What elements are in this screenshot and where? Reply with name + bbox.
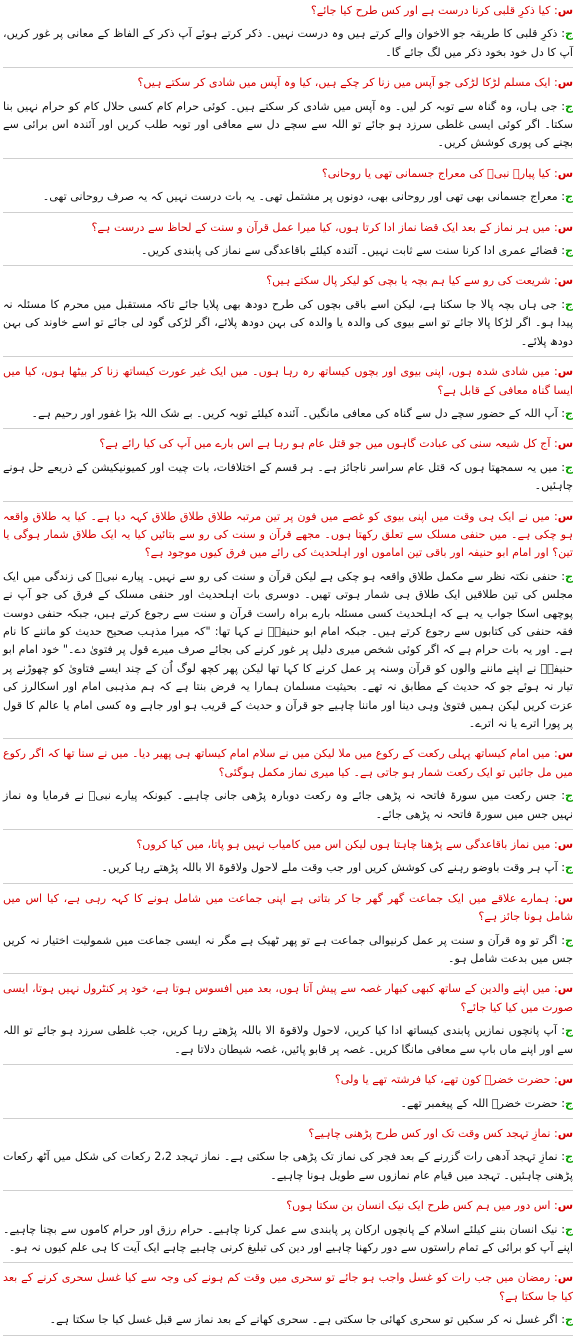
question-body: ہمارے علاقے میں ایک جماعت گھر گھر جا کر بتاتی ہے اپنی جماعت میں شامل ہونے کا کہہ رہی ہے، کیا اس میں شامل ہونا جائز ہے؟ bbox=[3, 891, 573, 924]
question-text: س: رمضان میں جب رات کو غسل واجب ہو جائے تو سحری میں وقت کم ہونے کی وجہ سے کیا غسل سحری کرنے کے بعد کیا جا سکتا ہے؟ bbox=[3, 1271, 574, 1303]
qa-item bbox=[3, 890, 573, 975]
question-label: س bbox=[557, 437, 573, 451]
answer-text: ج: ذکرِ قلبی کا طریقہ جو الاخوان والے کرتے ہیں وہ درست نہیں۔ ذکر کرتے ہوئے آپ ذکر کے الفاظ کے معانی پر غور کریں، آپ کا دل خود بخود ذکر میں لگ جائے گا۔ bbox=[3, 27, 574, 59]
question-text: س: ایک مسلم لڑکا لڑکی جو آپس میں زنا کر چکے ہیں، کیا وہ آپس میں شادی کر سکتے ہیں؟ bbox=[137, 76, 573, 90]
divider bbox=[3, 356, 573, 357]
answer-label: ج bbox=[565, 297, 573, 311]
divider bbox=[3, 1262, 573, 1263]
answer-text: ج: اگر تو وہ قرآن و سنت پر عمل کرنیوالی جماعت ہے تو پھر ٹھیک ہے مگر نہ ایسی جماعت میں شمولیت اختیار نہ کریں جس میں بدعت شامل ہو۔ bbox=[3, 933, 574, 966]
answer-label: ج bbox=[565, 1313, 573, 1327]
question-text: س: میں ہر نماز کے بعد ایک قضا نماز ادا کرتا ہوں، کیا میرا عمل قرآن و سنت کے لحاظ سے درست ہے؟ bbox=[91, 220, 573, 234]
question-text: س: میں نے ایک ہی وقت میں اپنی بیوی کو غصے میں فون پر تین مرتبہ طلاق طلاق طلاق کہہ دیا ہے۔ کیا یہ طلاق واقعہ ہو چکی ہے۔ میں حنفی مسلک سے تعلق رکھتا ہوں۔ مجھے قرآن و سنت کی رو سے بتائیں کیا یہ ایک طلاق شمار ہوگی یا تین؟ اور امام ابو حنیفہ اور باقی تین اماموں اور اہلحدیث کی رائے میں فرق کیوں موجود ہے؟ bbox=[3, 509, 574, 560]
answer-label: ج bbox=[565, 460, 573, 474]
question-text: س: نمازِ تہجد کس وقت تک اور کس طرح پڑھنی چاہیے؟ bbox=[308, 1126, 573, 1140]
answer-body: جس رکعت میں سورۃ فاتحہ نہ پڑھی جائے وہ رکعت دوبارہ پڑھی جانی چاہیے۔ کیونکہ پیارے نبیؐ نے فرمایا وہ نماز نہیں جس میں سورۃ فاتحہ نہ پڑھی جائے۔ bbox=[3, 789, 573, 821]
answer-body: جی ہاں بچہ پالا جا سکتا ہے، لیکن اسے باقی بچوں کی طرح دودھ بھی پلایا جائے تاکہ مستقبل میں محرم کا مسئلہ نہ پیدا ہو۔ اگر لڑکا پالا جائے تو اسے بیوی کی والدہ یا والدہ کی بہن دودھ پلائے، اگر لڑکی گود لی جائے تو اسے خاوند کی بہن دودھ پلائے۔ bbox=[3, 297, 573, 348]
question-label: س bbox=[557, 365, 573, 379]
answer-body: اگر تو وہ قرآن و سنت پر عمل کرنیوالی جماعت ہے تو پھر ٹھیک ہے مگر نہ ایسی جماعت میں شمولیت اختیار نہ کریں جس میں بدعت شامل ہو۔ bbox=[3, 933, 573, 966]
qa-list bbox=[3, 0, 573, 1336]
answer-body: آپ اللہ کے حضور سچے دل سے گناہ کی معافی مانگیں۔ آئندہ کیلئے توبہ کریں۔ بے شک اللہ بڑا غفور اور رحیم ہے۔ bbox=[31, 406, 558, 420]
question-body: میں نماز باقاعدگی سے پڑھنا چاہتا ہوں لیکن اس میں کامیاب نہیں ہو پاتا، میں کیا کروں؟ bbox=[136, 838, 551, 852]
question-body: آج کل شیعہ سنی کی عبادت گاہوں میں جو قتل عام ہو رہا ہے اس بارے میں آپ کی کیا رائے ہے؟ bbox=[99, 437, 551, 451]
answer-text: ج: حضرت خضرؑ اللہ کے پیغمبر تھے۔ bbox=[400, 1096, 573, 1110]
question-body: میں امام کیساتھ پہلی رکعت کے رکوع میں ملا لیکن میں نے سلام امام کیساتھ ہی پھیر دیا۔ میں نے سنا تھا کہ اگر رکوع میں مل جائیں تو ایک رکعت شمار ہو جاتی ہے۔ کیا میری نماز مکمل ہوگئی؟ bbox=[3, 747, 573, 779]
question-label: س bbox=[557, 509, 574, 523]
answer-body: قضائے عمری ادا کرنا سنت سے ثابت نہیں۔ آئندہ کیلئے باقاعدگی سے نماز کی پابندی کریں۔ bbox=[140, 244, 558, 258]
answer-label: ج bbox=[565, 1096, 573, 1110]
answer-text: ج: آپ اللہ کے حضور سچے دل سے گناہ کی معافی مانگیں۔ آئندہ کیلئے توبہ کریں۔ بے شک اللہ بڑا غفور اور رحیم ہے۔ bbox=[31, 406, 573, 420]
answer-text: ج: جس رکعت میں سورۃ فاتحہ نہ پڑھی جائے وہ رکعت دوبارہ پڑھی جانی چاہیے۔ کیونکہ پیارے نبیؐ نے فرمایا وہ نماز نہیں جس میں سورۃ فاتحہ نہ پڑھی جائے۔ bbox=[3, 789, 573, 821]
qa-item bbox=[3, 363, 573, 429]
divider bbox=[3, 501, 573, 502]
question-text: س: کیا پیارے نبیؐ کی معراج جسمانی تھی یا روحانی؟ bbox=[321, 166, 573, 180]
qa-item bbox=[3, 165, 573, 213]
question-body: میں ہر نماز کے بعد ایک قضا نماز ادا کرتا ہوں، کیا میرا عمل قرآن و سنت کے لحاظ سے درست ہے؟ bbox=[91, 220, 551, 234]
divider bbox=[3, 738, 573, 739]
divider bbox=[3, 67, 573, 68]
question-body: کیا ذکرِ قلبی کرنا درست ہے اور کس طرح کیا جائے؟ bbox=[310, 4, 551, 17]
question-body: اس دور میں ہم کس طرح ایک نیک انسان بن سکتا ہوں؟ bbox=[286, 1199, 551, 1213]
question-body: کیا پیارے نبیؐ کی معراج جسمانی تھی یا روحانی؟ bbox=[321, 166, 551, 180]
question-label: س bbox=[557, 891, 574, 905]
question-text: س: میں اپنے والدین کے ساتھ کبھی کبھار غصہ سے پیش آتا ہوں، بعد میں افسوس ہوتا ہے، خود پر کنٹرول نہیں ہوتا، ایسی صورت میں کیا کیا جائے؟ bbox=[3, 982, 573, 1014]
qa-item bbox=[3, 74, 573, 159]
answer-label: ج bbox=[565, 569, 573, 583]
question-label: س bbox=[557, 166, 573, 180]
question-text: س: میں نماز باقاعدگی سے پڑھنا چاہتا ہوں لیکن اس میں کامیاب نہیں ہو پاتا، میں کیا کروں؟ bbox=[136, 838, 573, 852]
question-body: نمازِ تہجد کس وقت تک اور کس طرح پڑھنی چاہیے؟ bbox=[308, 1126, 551, 1140]
question-text: س: آج کل شیعہ سنی کی عبادت گاہوں میں جو قتل عام ہو رہا ہے اس بارے میں آپ کی کیا رائے ہے؟ bbox=[99, 437, 573, 451]
answer-text: ج: اگر غسل نہ کر سکیں تو سحری کھائی جا سکتی ہے۔ سحری کھانے کے بعد نماز سے قبل غسل کیا جا سکتا ہے۔ bbox=[49, 1313, 573, 1327]
qa-item bbox=[3, 272, 573, 357]
divider bbox=[3, 1118, 573, 1119]
answer-text: ج: میں یہ سمجھتا ہوں کہ قتل عام سراسر ناجائز ہے۔ ہر قسم کے اختلافات، بات چیت اور کمیونیکیشن کے ذریعے حل ہونے چاہئیں۔ bbox=[3, 460, 573, 493]
answer-label: ج bbox=[565, 244, 573, 258]
question-label: س bbox=[557, 1073, 573, 1087]
qa-item bbox=[3, 1125, 573, 1191]
question-body: میں اپنے والدین کے ساتھ کبھی کبھار غصہ سے پیش آتا ہوں، بعد میں افسوس ہوتا ہے، خود پر کنٹرول نہیں ہوتا، ایسی صورت میں کیا کیا جائے؟ bbox=[3, 982, 573, 1014]
question-body: میں نے ایک ہی وقت میں اپنی بیوی کو غصے میں فون پر تین مرتبہ طلاق طلاق طلاق کہہ دیا ہے۔ کیا یہ طلاق واقعہ ہو چکی ہے۔ میں حنفی مسلک سے تعلق رکھتا ہوں۔ مجھے قرآن و سنت کی رو سے بتائیں کیا یہ ایک طلاق شمار ہوگی یا تین؟ اور امام ابو حنیفہ اور باقی تین اماموں اور اہلحدیث کی رائے میں فرق کیوں موجود ہے؟ bbox=[3, 509, 573, 560]
question-text: س: ہمارے علاقے میں ایک جماعت گھر گھر جا کر بتاتی ہے اپنی جماعت میں شامل ہونے کا کہہ رہی ہے، کیا اس میں شامل ہونا جائز ہے؟ bbox=[3, 891, 574, 924]
question-body: ایک مسلم لڑکا لڑکی جو آپس میں زنا کر چکے ہیں، کیا وہ آپس میں شادی کر سکتے ہیں؟ bbox=[137, 76, 551, 90]
answer-body: جی ہاں، وہ گناہ سے توبہ کر لیں۔ وہ آپس میں شادی کر سکتے ہیں۔ کوئی حرام کام کسی حلال کام کو حرام نہیں بنا سکتا۔ اگر کوئی ایسی غلطی سرزد ہو جائے تو اللہ سے سچے دل سے معافی اور توبہ طلب کریں اور آئندہ اس برائی سے بچنے کی پوری کوشش کریں۔ bbox=[3, 99, 573, 150]
question-label: س bbox=[557, 982, 573, 996]
answer-text: ج: قضائے عمری ادا کرنا سنت سے ثابت نہیں۔ آئندہ کیلئے باقاعدگی سے نماز کی پابندی کریں۔ bbox=[140, 244, 573, 258]
question-label: س bbox=[557, 220, 573, 234]
answer-body: آپ پانچوں نمازیں پابندی کیساتھ ادا کیا کریں، لاحول ولاقوۃ الا باللہ پڑھتے رہا کریں، جب غلطی سرزد ہو جائے تو اللہ سے اور اپنے ماں باپ سے معافی مانگا کریں۔ غصہ پر قابو پائیں، غصہ شیطان دلاتا ہے۔ bbox=[3, 1024, 573, 1056]
answer-label: ج bbox=[565, 27, 574, 41]
qa-item bbox=[3, 745, 573, 830]
question-label: س bbox=[557, 76, 573, 90]
answer-body: اگر غسل نہ کر سکیں تو سحری کھائی جا سکتی ہے۔ سحری کھانے کے بعد نماز سے قبل غسل کیا جا سکتا ہے۔ bbox=[49, 1313, 558, 1327]
answer-body: میں یہ سمجھتا ہوں کہ قتل عام سراسر ناجائز ہے۔ ہر قسم کے اختلافات، بات چیت اور کمیونیکیشن کے ذریعے حل ہونے چاہئیں۔ bbox=[3, 460, 573, 493]
divider bbox=[3, 212, 573, 213]
question-label: س bbox=[557, 838, 573, 852]
question-label: س bbox=[557, 747, 573, 761]
divider bbox=[3, 1064, 573, 1065]
answer-label: ج bbox=[565, 99, 573, 113]
question-body: میں شادی شدہ ہوں، اپنی بیوی اور بچوں کیساتھ رہ رہا ہوں۔ میں ایک غیر عورت کیساتھ زنا کر بیٹھا ہوں، کیا میں ایسا گناہ معافی کے قابل ہے؟ bbox=[3, 365, 573, 397]
qa-item bbox=[3, 435, 573, 501]
qa-item bbox=[3, 508, 573, 740]
answer-label: ج bbox=[565, 406, 573, 420]
answer-body: حضرت خضرؑ اللہ کے پیغمبر تھے۔ bbox=[400, 1096, 558, 1110]
answer-label: ج bbox=[565, 190, 573, 204]
answer-text: ج: جی ہاں بچہ پالا جا سکتا ہے، لیکن اسے باقی بچوں کی طرح دودھ بھی پلایا جائے تاکہ مستقبل میں محرم کا مسئلہ نہ پیدا ہو۔ اگر لڑکا پالا جائے تو اسے بیوی کی والدہ یا والدہ کی بہن دودھ پلائے، اگر لڑکی گود لی جائے تو اسے خاوند کی بہن دودھ پلائے۔ bbox=[3, 297, 573, 348]
question-text: س: میں شادی شدہ ہوں، اپنی بیوی اور بچوں کیساتھ رہ رہا ہوں۔ میں ایک غیر عورت کیساتھ زنا کر بیٹھا ہوں، کیا میں ایسا گناہ معافی کے قابل ہے؟ bbox=[3, 365, 573, 397]
qa-item bbox=[3, 219, 573, 267]
question-body: حضرت خضرؑ کون تھے، کیا فرشتہ تھے یا ولی؟ bbox=[334, 1073, 551, 1087]
question-label: س bbox=[557, 1199, 573, 1213]
answer-body: نیک انسان بننے کیلئے اسلام کے پانچوں ارکان پر پابندی سے عمل کرنا چاہیے۔ حرام رزق اور حرام کاموں سے بچنا چاہیے۔ اپنے آپ کو برائی کے تمام راستوں سے دور رکھنا چاہیے اور دین کی تبلیغ کرنی چاہیے چاہے ایک آیت کا ہی علم کیوں نہ ہو۔ bbox=[3, 1222, 573, 1254]
qa-item bbox=[3, 836, 573, 884]
question-label: س bbox=[557, 4, 573, 17]
question-body: شریعت کی رو سے کیا ہم بچہ یا بچی کو لیکر پال سکتے ہیں؟ bbox=[266, 274, 551, 288]
answer-body: نمازِ تہجد آدھی رات گزرنے کے بعد فجر کی نماز تک پڑھی جا سکتی ہے۔ نماز تہجد 2،2 رکعات کی شکل میں آٹھ رکعات پڑھنی چاہئیں۔ تہجد میں قیام عام نمازوں سے طویل ہونا چاہیے۔ bbox=[3, 1150, 573, 1182]
question-label: س bbox=[557, 1271, 574, 1285]
answer-body: آپ ہر وقت باوضو رہنے کی کوشش کریں اور جب وقت ملے لاحول ولاقوۃ الا باللہ پڑھتے رہا کریں۔ bbox=[101, 861, 558, 875]
divider bbox=[3, 428, 573, 429]
qa-item bbox=[3, 1071, 573, 1119]
question-text: س: میں امام کیساتھ پہلی رکعت کے رکوع میں ملا لیکن میں نے سلام امام کیساتھ ہی پھیر دیا۔ میں نے سنا تھا کہ اگر رکوع میں مل جائیں تو ایک رکعت شمار ہو جاتی ہے۔ کیا میری نماز مکمل ہوگئی؟ bbox=[3, 747, 573, 779]
answer-label: ج bbox=[565, 1024, 573, 1038]
question-text: س: حضرت خضرؑ کون تھے، کیا فرشتہ تھے یا ولی؟ bbox=[334, 1073, 573, 1087]
qa-item bbox=[3, 980, 573, 1065]
answer-text: ج: نیک انسان بننے کیلئے اسلام کے پانچوں ارکان پر پابندی سے عمل کرنا چاہیے۔ حرام رزق اور حرام کاموں سے بچنا چاہیے۔ اپنے آپ کو برائی کے تمام راستوں سے دور رکھنا چاہیے اور دین کی تبلیغ کرنی چاہیے چاہے ایک آیت کا ہی علم کیوں نہ ہو۔ bbox=[3, 1222, 574, 1254]
answer-label: ج bbox=[565, 1150, 573, 1164]
answer-text: ج: آپ پانچوں نمازیں پابندی کیساتھ ادا کیا کریں، لاحول ولاقوۃ الا باللہ پڑھتے رہا کریں، جب غلطی سرزد ہو جائے تو اللہ سے اور اپنے ماں باپ سے معافی مانگا کریں۔ غصہ پر قابو پائیں، غصہ شیطان دلاتا ہے۔ bbox=[3, 1024, 573, 1056]
answer-label: ج bbox=[565, 1222, 574, 1236]
answer-body: ذکرِ قلبی کا طریقہ جو الاخوان والے کرتے ہیں وہ درست نہیں۔ ذکر کرتے ہوئے آپ ذکر کے الفاظ کے معانی پر غور کریں، آپ کا دل خود بخود ذکر میں لگ جائے گا۔ bbox=[3, 27, 573, 59]
question-label: س bbox=[557, 1126, 573, 1140]
question-text: س: کیا ذکرِ قلبی کرنا درست ہے اور کس طرح کیا جائے؟ bbox=[310, 4, 573, 17]
divider bbox=[3, 1335, 573, 1336]
qa-item bbox=[3, 1269, 573, 1335]
answer-label: ج bbox=[565, 861, 573, 875]
question-text: س: شریعت کی رو سے کیا ہم بچہ یا بچی کو لیکر پال سکتے ہیں؟ bbox=[266, 274, 573, 288]
divider bbox=[3, 158, 573, 159]
answer-text: ج: آپ ہر وقت باوضو رہنے کی کوشش کریں اور جب وقت ملے لاحول ولاقوۃ الا باللہ پڑھتے رہا کریں۔ bbox=[101, 861, 573, 875]
divider bbox=[3, 883, 573, 884]
answer-label: ج bbox=[565, 789, 573, 803]
answer-text: ج: نمازِ تہجد آدھی رات گزرنے کے بعد فجر کی نماز تک پڑھی جا سکتی ہے۔ نماز تہجد 2،2 رکعات کی شکل میں آٹھ رکعات پڑھنی چاہئیں۔ تہجد میں قیام عام نمازوں سے طویل ہونا چاہیے۔ bbox=[3, 1150, 573, 1182]
answer-text: ج: معراج جسمانی بھی تھی اور روحانی بھی، دونوں پر مشتمل تھی۔ یہ بات درست نہیں کہ یہ صرف روحانی تھی۔ bbox=[42, 190, 573, 204]
answer-label: ج bbox=[565, 933, 574, 947]
question-label: س bbox=[557, 274, 573, 288]
answer-body: معراج جسمانی بھی تھی اور روحانی بھی، دونوں پر مشتمل تھی۔ یہ بات درست نہیں کہ یہ صرف روحانی تھی۔ bbox=[42, 190, 558, 204]
qa-item bbox=[3, 1197, 573, 1263]
question-text: س: اس دور میں ہم کس طرح ایک نیک انسان بن سکتا ہوں؟ bbox=[286, 1199, 573, 1213]
answer-body: حنفی نکتہ نظر سے مکمل طلاق واقعہ ہو چکی ہے لیکن قرآن و سنت کی رو سے نہیں۔ پیارے نبیؐ کی زندگی میں ایک مجلس کی تین طلاقیں ایک طلاق ہی شمار ہوتی تھیں۔ دوسری بات اہلحدیث اور حنفی مسلک کے فرق کی جو آپ نے پوچھی اسکا جواب یہ ہے کہ اہلحدیث کسی مسئلہ بارے براہ راست قرآن و سنت سے رجوع کرتے ہیں، جبکہ حنفی دوست فقہ حنفی کی کتابوں سے رجوع کرتے ہیں۔ جبکہ امام ابو حنیفہؒ نے کہا تھا: "کہ میرا مذہب صحیح حدیث کو ماننے کا نام ہے۔ اور یہ بات حرام ہے کہ اگر کوئی شخص میری دلیل پر غور کرنے کی بجائے صرف میرے قول پر فتویٰ دے۔" خود امام ابو حنیفہؒ نے اپنے ماننے والوں کو قرآن وسنہ پر عمل کرنے کا کہا تھا لیکن پھر کچھ لوگ اُن کے چند ایسے فتاویٰ کو چھوڑنے پر تیار نہ ہوئے جو کہ حدیث کے مطابق نہ تھے۔ بحیثیت مسلمان ہمارا یہ فرض بنتا ہے کہ ہم مذہبی امام اور اسکالرز کی عزت کریں لیکن ہمیں فتویٰ وہی دینا اور ماننا چاہیے جو قرآن و حدیث کے قریب ہو اور جاہے وہ کسی امام یا عالم کا قول پر پورا اترے یا نہ اترے۔ bbox=[3, 569, 573, 730]
divider bbox=[3, 973, 573, 974]
divider bbox=[3, 1190, 573, 1191]
question-body: رمضان میں جب رات کو غسل واجب ہو جائے تو سحری میں وقت کم ہونے کی وجہ سے کیا غسل سحری کرنے کے بعد کیا جا سکتا ہے؟ bbox=[3, 1271, 573, 1303]
qa-item bbox=[3, 2, 573, 68]
divider bbox=[3, 829, 573, 830]
answer-text: ج: حنفی نکتہ نظر سے مکمل طلاق واقعہ ہو چکی ہے لیکن قرآن و سنت کی رو سے نہیں۔ پیارے نبیؐ کی زندگی میں ایک مجلس کی تین طلاقیں ایک طلاق ہی شمار ہوتی تھیں۔ دوسری بات اہلحدیث اور حنفی مسلک کے فرق کی جو آپ نے پوچھی اسکا جواب یہ ہے کہ اہلحدیث کسی مسئلہ بارے براہ راست قرآن و سنت سے رجوع کرتے ہیں، جبکہ حنفی دوست فقہ حنفی کی کتابوں سے رجوع کرتے ہیں۔ جبکہ امام ابو حنیفہؒ نے کہا تھا: "کہ میرا مذہب صحیح حدیث کو ماننے کا نام ہے۔ اور یہ بات حرام ہے کہ اگر کوئی شخص میری دلیل پر غور کرنے کی بجائے صرف میرے قول پر فتویٰ دے۔" خود امام ابو حنیفہؒ نے اپنے ماننے والوں کو قرآن وسنہ پر عمل کرنے کا کہا تھا لیکن پھر کچھ لوگ اُن کے چند ایسے فتاویٰ کو چھوڑنے پر تیار نہ ہوئے جو کہ حدیث کے مطابق نہ تھے۔ بحیثیت مسلمان ہمارا یہ فرض بنتا ہے کہ ہم مذہبی امام اور اسکالرز کی عزت کریں لیکن ہمیں فتویٰ وہی دینا اور ماننا چاہیے جو قرآن و حدیث کے قریب ہو اور جاہے وہ کسی امام یا عالم کا قول پر پورا اترے یا نہ اترے۔ bbox=[3, 569, 573, 730]
answer-text: ج: جی ہاں، وہ گناہ سے توبہ کر لیں۔ وہ آپس میں شادی کر سکتے ہیں۔ کوئی حرام کام کسی حلال کام کو حرام نہیں بنا سکتا۔ اگر کوئی ایسی غلطی سرزد ہو جائے تو اللہ سے سچے دل سے معافی اور توبہ طلب کریں اور آئندہ اس برائی سے بچنے کی پوری کوشش کریں۔ bbox=[3, 99, 573, 150]
divider bbox=[3, 265, 573, 266]
